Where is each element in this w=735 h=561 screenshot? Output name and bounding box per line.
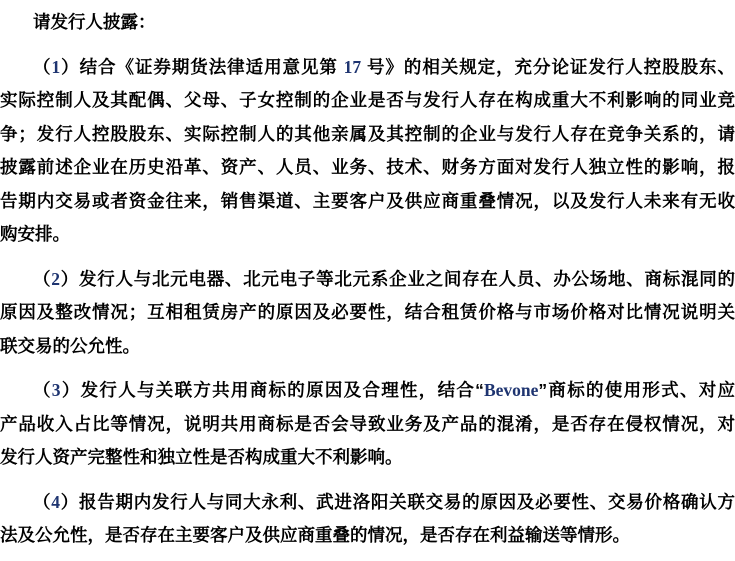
paragraph-3 bbox=[0, 374, 735, 475]
p2-line-3: 联交易的公允性。 bbox=[0, 335, 140, 356]
intro-line: 请发行人披露： bbox=[33, 12, 156, 32]
line-text: 号》的相关规定，充分论证发行人控股股东、 bbox=[361, 56, 735, 77]
item-number-4: 4 bbox=[51, 491, 60, 512]
paren-open: （ bbox=[33, 380, 52, 400]
p3-line-3: 发行人资产完整性和独立性是否构成重大不利影响。 bbox=[0, 447, 403, 467]
brand-name: Bevone bbox=[483, 380, 539, 400]
line-text: ）报告期内发行人与同大永利、武进洛阳关联交易的原因及必要性、交易价格确认方 bbox=[60, 491, 735, 512]
paragraph-4 bbox=[0, 486, 735, 553]
line-text: ）发行人与关联方共用商标的原因及合理性，结合“ bbox=[60, 380, 484, 400]
regulation-number: 17 bbox=[343, 56, 362, 77]
paragraph-2 bbox=[0, 263, 735, 364]
paren-open: （ bbox=[33, 268, 52, 289]
p3-line-2: 产品收入占比等情况，说明共用商标是否会导致业务及产品的混淆，是否存在侵权情况，对 bbox=[0, 413, 735, 434]
p1-line-5: 告期内交易或者资金往来，销售渠道、主要客户及供应商重叠情况，以及发行人未来有无收 bbox=[0, 190, 735, 211]
p4-line-1 bbox=[0, 486, 735, 520]
item-number-2: 2 bbox=[51, 268, 60, 289]
p1-line-6: 购安排。 bbox=[0, 224, 70, 244]
p1-line-2: 实际控制人及其配偶、父母、子女控制的企业是否与发行人存在构成重大不利影响的同业竞 bbox=[0, 90, 735, 110]
p3-line-1 bbox=[0, 374, 735, 408]
line-text: ”商标的使用形式、对应 bbox=[538, 380, 735, 400]
p1-line-1 bbox=[0, 51, 735, 85]
line-text: ）结合《证券期货法律适用意见第 bbox=[60, 56, 344, 77]
p2-line-2: 原因及整改情况；互相租赁房产的原因及必要性，结合租赁价格与市场价格对比情况说明关 bbox=[0, 302, 735, 322]
p1-line-3: 争；发行人控股股东、实际控制人的其他亲属及其控制的企业与发行人存在竞争关系的，请 bbox=[0, 123, 735, 144]
item-number-3: 3 bbox=[51, 380, 61, 400]
paragraph-1 bbox=[0, 51, 735, 252]
p2-line-1 bbox=[0, 263, 735, 297]
p4-line-2: 法及公允性，是否存在主要客户及供应商重叠的情况，是否存在利益输送等情形。 bbox=[0, 525, 630, 545]
item-number-1: 1 bbox=[51, 56, 61, 77]
p1-line-4: 披露前述企业在历史沿革、资产、人员、业务、技术、财务方面对发行人独立性的影响，报 bbox=[0, 157, 735, 177]
paren-open: （ bbox=[33, 56, 52, 77]
paren-open: （ bbox=[33, 491, 52, 512]
line-text: ）发行人与北元电器、北元电子等北元系企业之间存在人员、办公场地、商标混同的 bbox=[60, 268, 735, 289]
